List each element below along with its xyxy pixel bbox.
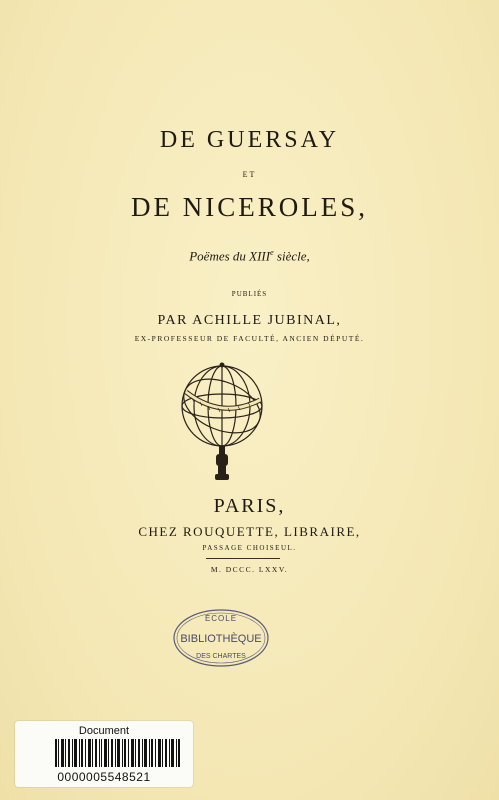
barcode-icon <box>55 739 180 767</box>
library-stamp <box>172 607 270 669</box>
title-conjunction: ET <box>242 170 257 179</box>
author-role: EX-PROFESSEUR DE FACULTÉ, ANCIEN DÉPUTÉ. <box>134 334 365 343</box>
imprint-city: PARIS, <box>213 495 286 517</box>
subtitle-text: Poëmes du XIII <box>189 248 271 264</box>
stamp-middle-text: BIBLIOTHÈQUE <box>180 633 262 645</box>
subtitle-superscript: e <box>270 248 274 257</box>
title-line-2: DE NICEROLES, <box>131 192 368 222</box>
barcode-number: 0000005548521 <box>57 770 151 784</box>
stamp-top-text: ÉCOLE <box>204 614 238 623</box>
subtitle <box>0 248 499 264</box>
title-line-1: DE GUERSAY <box>159 127 340 153</box>
barcode-label-header: Document <box>78 725 130 737</box>
imprint-address: PASSAGE CHOISEUL. <box>202 544 297 552</box>
imprint-publisher: CHEZ ROUQUETTE, LIBRAIRE, <box>138 524 361 539</box>
author-line: PAR ACHILLE JUBINAL, <box>157 313 342 328</box>
barcode-label <box>15 721 193 787</box>
imprint-year: M. DCCC. LXXV. <box>210 565 289 574</box>
armillary-sphere-icon <box>172 360 272 482</box>
subtitle-suffix: siècle, <box>273 248 310 264</box>
publies-label: PUBLIÉS <box>231 290 268 298</box>
divider-rule <box>206 558 280 559</box>
stamp-bottom-text: DES CHARTES <box>196 653 246 660</box>
